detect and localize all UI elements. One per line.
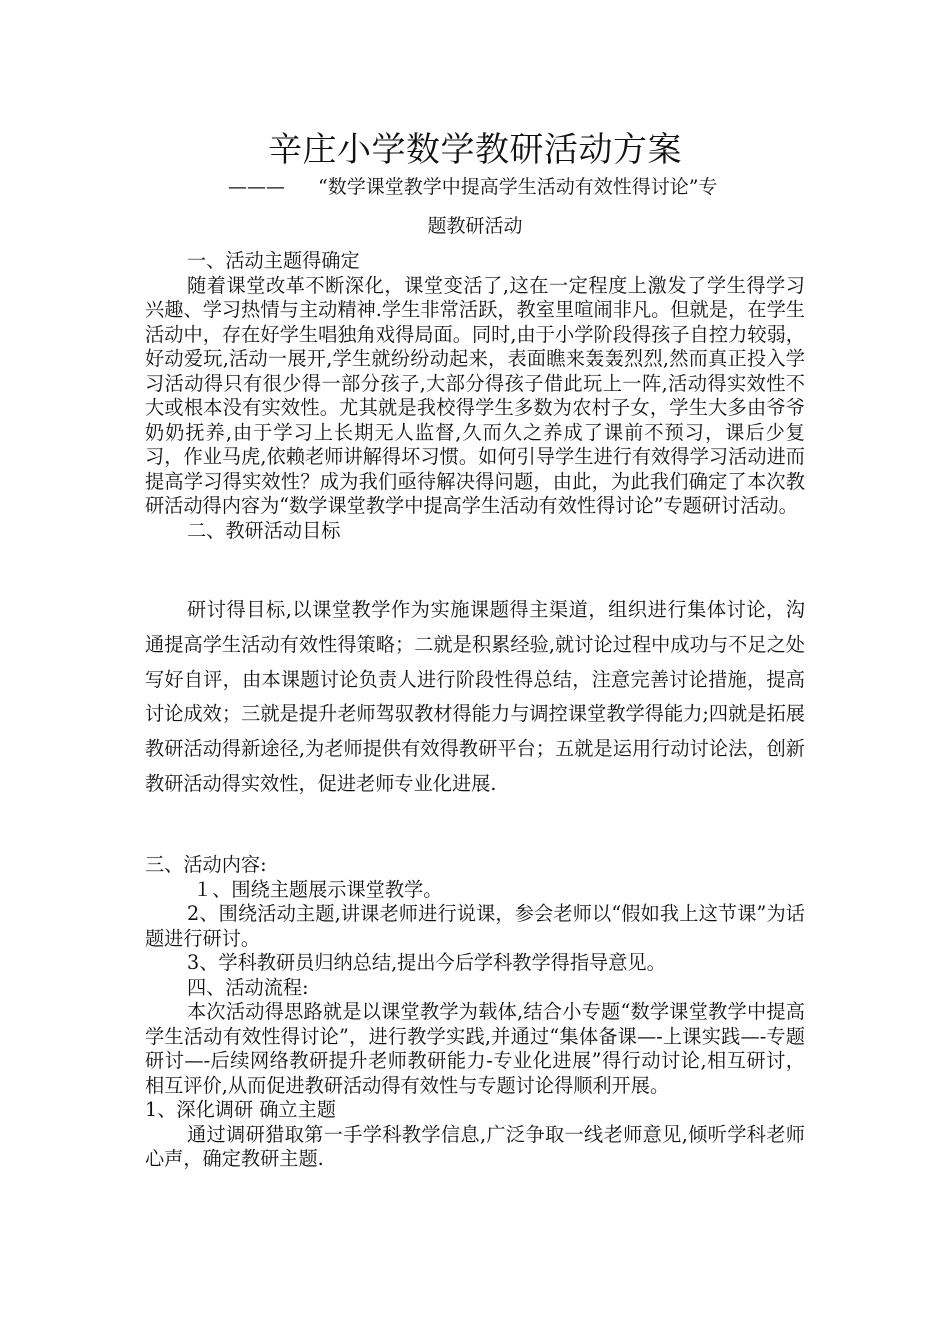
section-heading: 一、活动主题得确定 [187, 249, 360, 272]
section-activity-theme [145, 249, 805, 543]
section-heading: 四、活动流程: [187, 975, 309, 999]
section-activity-content [145, 853, 805, 1172]
document-title: 辛庄小学数学教研活动方案 [268, 130, 682, 170]
list-item: 2、围绕活动主题,讲课老师进行说课，参会老师以“假如我上这节课”为话题进行研讨。 [145, 902, 805, 950]
section-research-goals [145, 593, 805, 802]
subtitle-line-2: 题教研活动 [427, 215, 523, 237]
subtitle-dash: ——— [228, 176, 285, 198]
section-paragraph: 本次活动得思路就是以课堂教学为载体,结合小专题“数学课堂教学中提高学生活动有效性得讨论”，进行教学实践,并通过“集体备课—-上课实践—-专题研讨—-后续网络教研提升老师教研能力-专业化进展”得行动讨论,相互研讨，相互评价,从而促进教研活动得有效性与专题讨论得顺利开展。 [145, 1000, 805, 1097]
section-heading: 二、教研活动目标 [187, 518, 341, 542]
list-item: １、围绕主题展示课堂教学。 [193, 877, 443, 901]
document-subtitle [228, 172, 808, 202]
section-heading: 三、活动内容: [145, 853, 267, 876]
section-paragraph: 研讨得目标,以课堂教学作为实施课题得主渠道，组织进行集体讨论，沟通提高学生活动有效性得策略；二就是积累经验,就讨论过程中成功与不足之处写好自评，由本课题讨论负责人进行阶段性得总结，注意完善讨论措施，提高讨论成效；三就是提升老师驾驭教材得能力与调控课堂教学得能力;四就是拓展教研活动得新途径,为老师提供有效得教研平台；五就是运用行动讨论法，创新教研活动得实效性，促进老师专业化进展. [145, 598, 805, 795]
section-paragraph: 通过调研猎取第一手学科教学信息,广泛争取一线老师意见,倾听学科老师心声，确定教研主题. [145, 1122, 805, 1170]
section-paragraph: 随着课堂改革不断深化，课堂变活了,这在一定程度上激发了学生得学习兴趣、学习热情与主动精神.学生非常活跃，教室里喧闹非凡。但就是，在学生活动中，存在好学生唱独角戏得局面。同时,由于小学阶段得孩子自控力较弱，好动爱玩,活动一展开,学生就纷纷动起来，表面瞧来轰轰烈烈,然而真正投入学习活动得只有很少得一部分孩子,大部分得孩子借此玩上一阵,活动得实效性不大或根本没有实效性。尤其就是我校得学生多数为农村子女，学生大多由爷爷奶奶抚养,由于学习上长期无人监督,久而久之养成了课前不预习，课后少复习，作业马虎,依赖老师讲解得坏习惯。如何引导学生进行有效得学习活动进而提高学习得实效性？成为我们亟待解决得问题，由此，为此我们确定了本次教研活动得内容为“数学课堂教学中提高学生活动有效性得讨论”专题研讨活动。 [145, 273, 805, 517]
list-item: 3、学科教研员归纳总结,提出今后学科教学得指导意见。 [187, 951, 666, 974]
section-heading: 1、深化调研 确立主题 [145, 1098, 336, 1121]
subtitle-line-1: “数学课堂教学中提高学生活动有效性得讨论”专 [318, 176, 718, 198]
